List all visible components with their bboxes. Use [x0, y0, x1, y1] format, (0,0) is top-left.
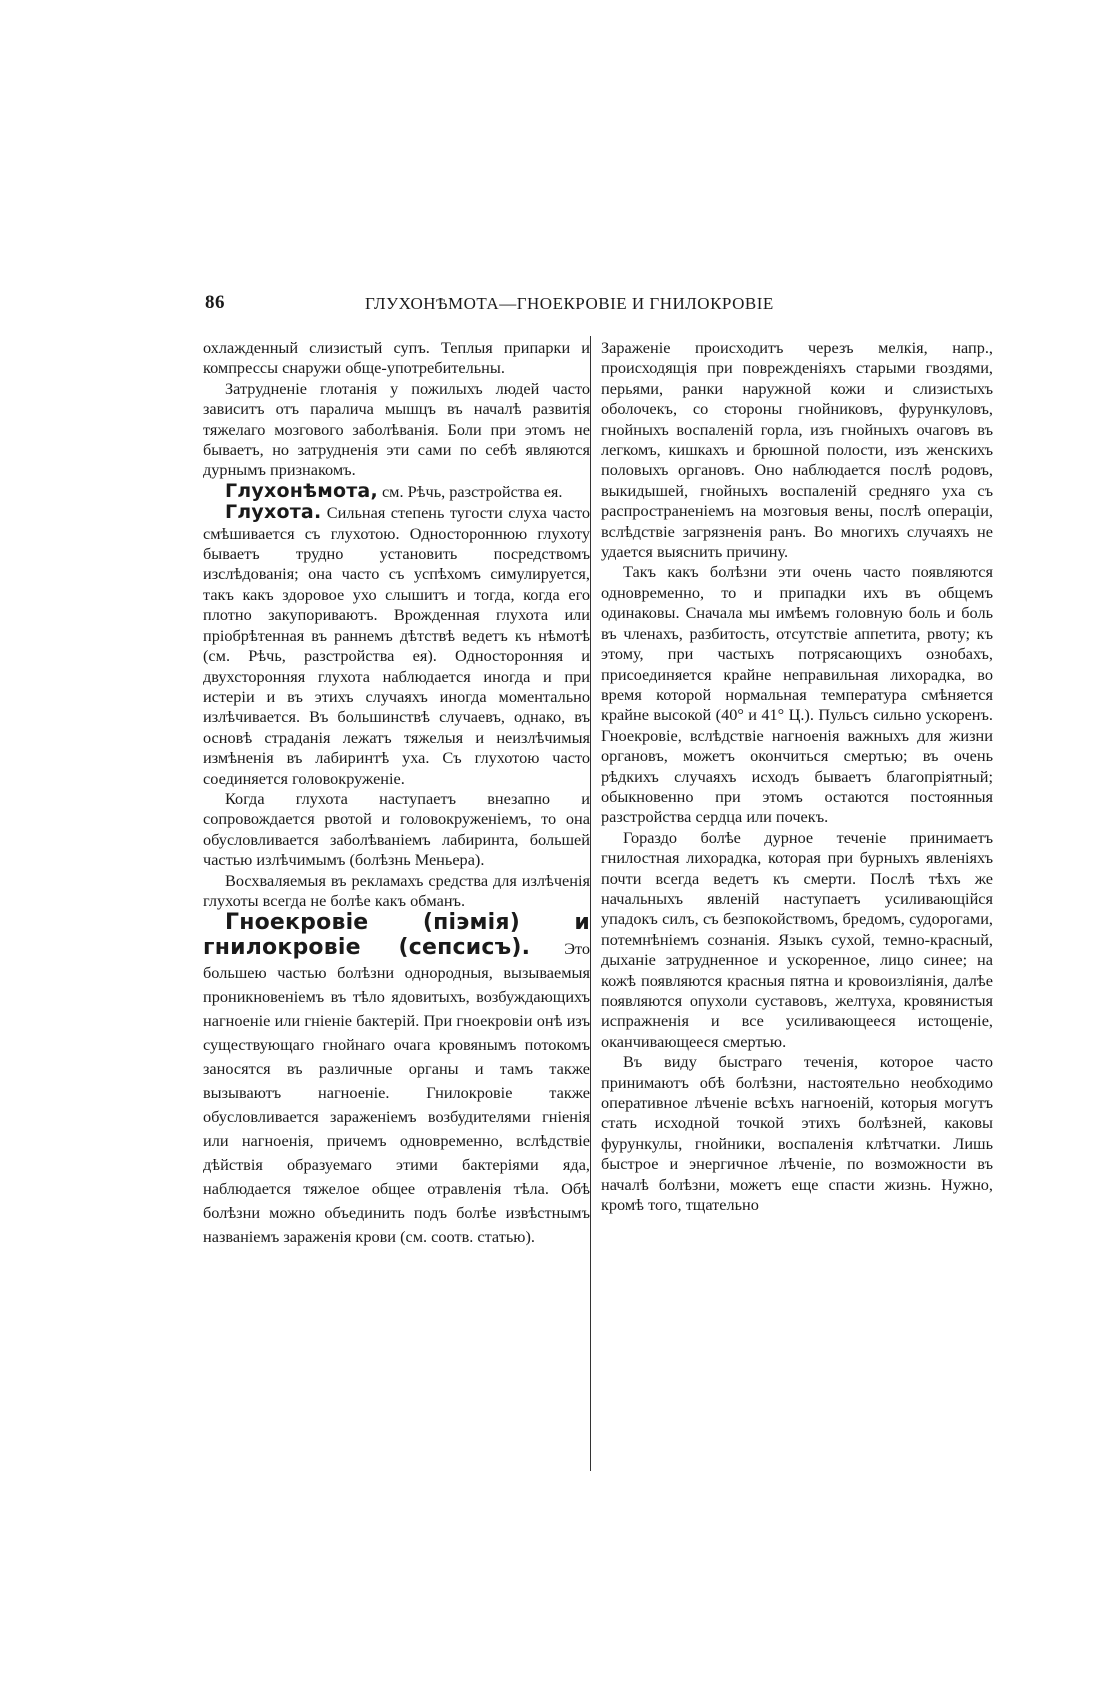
paragraph: Въ виду быстраго теченія, которое часто принимаютъ обѣ болѣзни, настоятельно необходимо оперативное лѣченіе всѣхъ нагноеній, которыя могутъ стать исходной точкой этихъ болѣзней, каковы фурункулы, гнойники, воспаленія клѣтчатки. Лишь быстрое и энергичное лѣченіе, по возможности въ началѣ болѣзни, можетъ еще спасти жизнь. Нужно, кромѣ того, тщательно: [601, 1052, 993, 1215]
running-title: ГЛУХОНѢМОТА—ГНОЕКРОВІЕ И ГНИЛОКРОВІЕ: [365, 294, 774, 313]
right-column: [601, 338, 993, 1215]
paragraph: охлажденный слизистый супъ. Теплыя припарки и компрессы снаружи обще-употребительны.: [203, 338, 590, 378]
left-column: [203, 338, 590, 1249]
entry-term: Гноекровіе (піэмія) и гнилокровіе (сепсисъ).: [203, 910, 590, 961]
entry-term: Глухонѣмота,: [225, 479, 378, 502]
dictionary-entry: [203, 481, 590, 502]
dictionary-entry: [203, 502, 590, 789]
page-header: [205, 292, 995, 322]
paragraph: Затрудненіе глотанія у пожилыхъ людей часто зависитъ отъ паралича мышцъ въ началѣ развитія тяжелаго мозгового заболѣванія. Боли при этомъ не бываетъ, но затрудненія эти сами по себѣ являются дурнымъ признакомъ.: [203, 378, 590, 480]
page-number: 86: [205, 292, 225, 313]
entry-text: Это большею частью болѣзни однородныя, вызываемыя проникновеніемъ въ тѣло ядовитыхъ, возбуждающихъ нагноеніе или гніеніе бактерій. При гноекровіи онѣ изъ существующаго гнойнаго очага кровянымъ потокомъ заносятся въ различные органы и тамъ также вызываютъ нагноеніе. Гнилокровіе также обусловливается зараженіемъ возбудителями гніенія или нагноенія, причемъ одновременно, вслѣдствіе дѣйствія образуемаго этими бактеріями яда, наблюдается тяжелое общее отравленія тѣла. Обѣ болѣзни можно объединить подъ болѣе извѣстнымъ названіемъ зараженія крови (см. соотв. статью).: [203, 939, 590, 1247]
paragraph: Такъ какъ болѣзни эти очень часто появляются одновременно, то и припадки ихъ въ общемъ одинаковы. Сначала мы имѣемъ головную боль и боль въ членахъ, разбитость, отсутствіе аппетита, рвоту; къ этому, при частыхъ потрясающихъ ознобахъ, присоединяется крайне неправильная лихорадка, во время которой нормальная температура смѣняется крайне высокой (40° и 41° Ц.). Пульсъ сильно ускоренъ. Гноекровіе, вслѣдствіе нагноенія важныхъ для жизни органовъ, можетъ окончиться смертью; въ очень рѣдкихъ случаяхъ исходъ бываетъ благопріятный; обыкновенно при этомъ остаются постоянныя разстройства сердца или почекъ.: [601, 562, 993, 827]
paragraph: Зараженіе происходитъ черезъ мелкія, напр., происходящія при поврежденіяхъ старыми гвоздями, перьями, ранки наружной кожи и слизистыхъ оболочекъ, со стороны гнойниковъ, фурункуловъ, гнойныхъ воспаленій горла, изъ гнойныхъ очаговъ въ легкомъ, кишкахъ и брюшной полости, изъ женскихъ половыхъ органовъ. Оно наблюдается послѣ родовъ, выкидышей, гнойныхъ воспаленій средняго уха съ распространеніемъ на мозговыя вены, послѣ операціи, вслѣдствіе загрязненія ранъ. Во многихъ случаяхъ не удается выяснить причину.: [601, 338, 993, 562]
column-divider: [590, 336, 591, 1471]
entry-text: Сильная степень тугости слуха часто смѣшивается съ глухотою. Одностороннюю глухоту бываетъ трудно установить посредствомъ изслѣдованія; она часто съ успѣхомъ симулируется, такъ какъ здоровое ухо слышитъ и тогда, когда его плотно закупориваютъ. Врожденная глухота или пріобрѣтенная въ раннемъ дѣтствѣ ведетъ къ нѣмотѣ (см. Рѣчь, разстройства ея). Односторонняя и двухсторонняя глухота наблюдается иногда и при истеріи и въ этихъ случаяхъ иногда моментально излѣчивается. Въ большинствѣ случаевъ, однако, въ основѣ страданія лежатъ тяжелыя и неизлѣчимыя измѣненія въ лабиринтѣ уха. Съ глухотою часто соединяется головокруженіе.: [203, 503, 590, 788]
dictionary-entry: [203, 911, 590, 1249]
paragraph: Когда глухота наступаетъ внезапно и сопровождается рвотой и головокруженіемъ, то она обусловливается заболѣваніемъ лабиринта, большей частью излѣчимымъ (болѣзнь Меньера).: [203, 788, 590, 870]
paragraph: Гораздо болѣе дурное теченіе принимаетъ гнилостная лихорадка, которая при бурныхъ явленіяхъ почти всегда ведетъ къ смерти. Послѣ тѣхъ же начальныхъ явленій наступаетъ усиливающійся упадокъ силъ, съ безпокойствомъ, бредомъ, судорогами, потемнѣніемъ сознанія. Языкъ сухой, темно-красный, дыханіе затрудненное и ускоренное, лицо синее; на кожѣ появляются красныя пятна и кровоизліянія, далѣе появляются опухоли суставовъ, желтуха, кровянистыя испражненія и все усиливающееся истощеніе, оканчивающееся смертью.: [601, 827, 993, 1051]
paragraph: Восхваляемыя въ рекламахъ средства для излѣченія глухоты всегда не болѣе какъ обманъ.: [203, 870, 590, 910]
entry-text: см. Рѣчь, разстройства ея.: [377, 481, 563, 501]
entry-term: Глухота.: [225, 501, 322, 524]
